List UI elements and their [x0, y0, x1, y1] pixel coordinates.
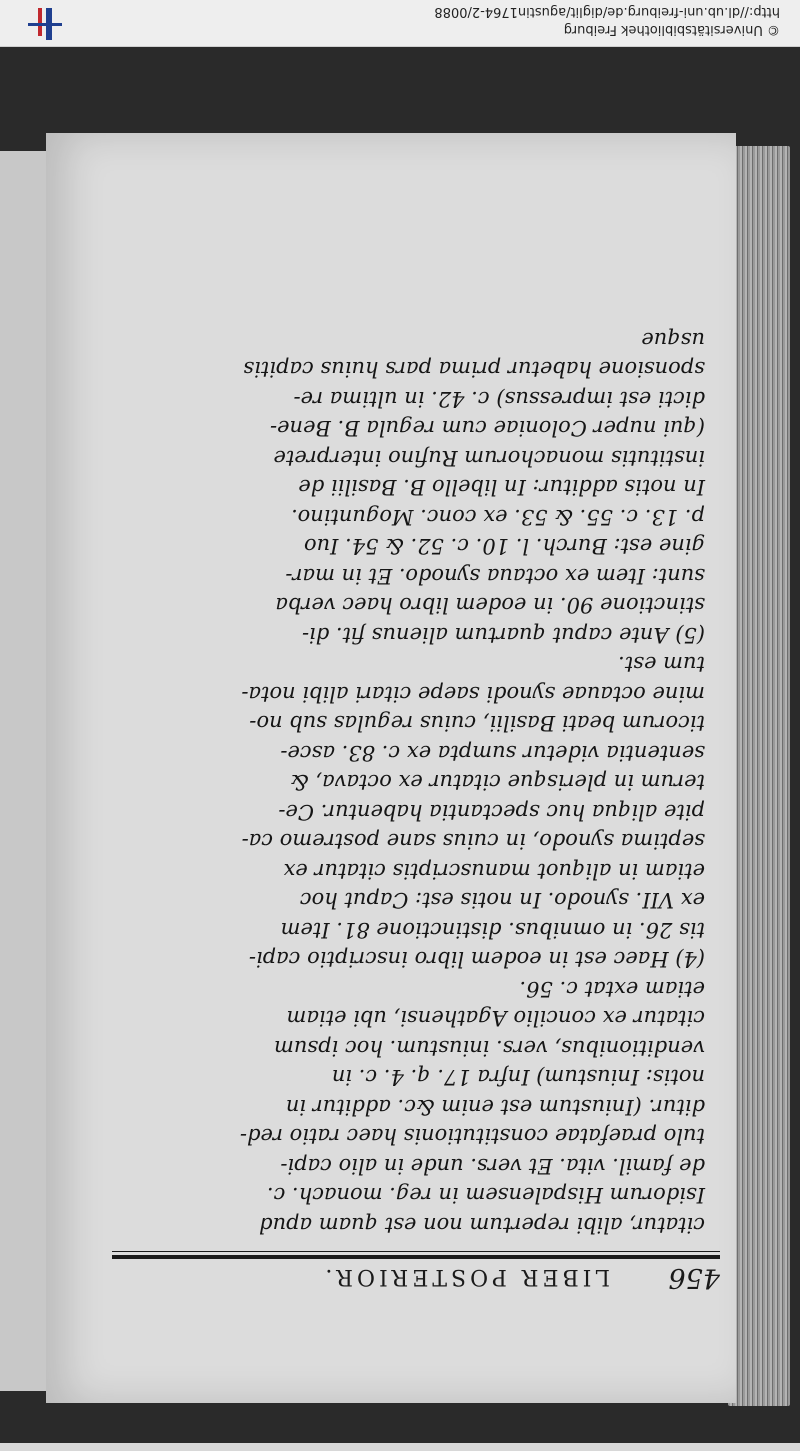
text-line: notis: Iniustum) Infra 17. q. 4. c. in	[331, 1065, 705, 1090]
text-line: dicti est impressus) c. 42. in ultima re-	[293, 387, 705, 411]
text-line: stinctione 90. in eodem libro haec verba	[275, 593, 705, 618]
text-line: sponsione habetur prima pars huius capitis	[243, 357, 705, 382]
text-line: septima synodo, in cuius sane postremo ca-	[241, 829, 705, 854]
text-line: In notis additur: In libello B. Basilii de	[298, 475, 705, 500]
text-line: Isidorum Hispalensem in reg. monach. c.	[266, 1183, 705, 1208]
text-line: venditionibus, vers. iniustum. hoc ipsum	[273, 1036, 705, 1060]
text-line: (qui nuper Coloniae cum regula B. Bene-	[269, 416, 705, 441]
copyright-text: © Universitätsbibliothek Freiburg	[563, 22, 780, 37]
header-rule-thin	[112, 1251, 720, 1252]
text-line: (5) Ante caput quartum alienus fit. di-	[301, 623, 705, 647]
text-line: mine octauae synodi saepe citari alibi nota-	[241, 682, 705, 706]
text-line: usque	[641, 328, 705, 352]
text-line: tulo praefatae constitutionis haec ratio red-	[239, 1124, 705, 1149]
text-line: institutis monachorum Rufino interprete	[273, 446, 705, 470]
text-line: tum est.	[618, 652, 705, 677]
text-line: sententia videtur sumpta ex c. 83. asce-	[280, 741, 705, 765]
library-logo-icon	[22, 8, 62, 40]
text-line: ex VII. synodo. In notis est: Caput hoc	[299, 888, 705, 913]
text-line: ticorum beati Basilii, cuius regulas sub no-	[249, 711, 705, 736]
text-line: etiam extat c. 56.	[519, 977, 705, 1001]
text-line: p. 13. c. 55. & 53. ex conc. Moguntino.	[291, 505, 705, 529]
copyright-bar	[0, 0, 800, 47]
text-line: citatur, alibi repertum non est quam apud	[259, 1213, 705, 1237]
source-url-link[interactable]: http://dl.ub.uni-freiburg.de/diglit/agustin1764-2/0088	[434, 4, 780, 19]
page-number: 456	[668, 1262, 720, 1293]
header-rule	[112, 1255, 720, 1259]
text-line: tis 26. in omnibus. distinctione 81. Item	[280, 918, 705, 942]
text-line: gine est: Burch. l. 10. c. 52. & 54. Iuo	[303, 534, 705, 559]
facing-page-edge	[0, 151, 48, 1391]
text-line: (4) Haec est in eodem libro inscriptio capi-	[248, 947, 705, 972]
text-line: sunt: Item ex octaua synodo. Et in mar-	[285, 564, 705, 588]
text-line: etiam in aliquot manuscriptis citatur ex	[283, 859, 705, 883]
viewer-top-strip	[0, 1443, 800, 1451]
text-line: ditur. (Iniustum est enim &c. additur in	[285, 1095, 705, 1119]
text-line: citatur ex concilio Agathensi, ubi etiam	[286, 1006, 705, 1031]
running-head-title: LIBER POSTERIOR.	[321, 1264, 610, 1289]
text-line: de famil. vita. Et vers. unde in alio capi-	[280, 1154, 705, 1178]
text-line: terum in plerisque citatur ex octava, &	[290, 770, 705, 795]
text-line: pite aliqua huc spectantia habentur. Ce-	[278, 800, 705, 824]
page-text	[115, 325, 705, 1240]
book-fore-edge	[728, 146, 790, 1406]
